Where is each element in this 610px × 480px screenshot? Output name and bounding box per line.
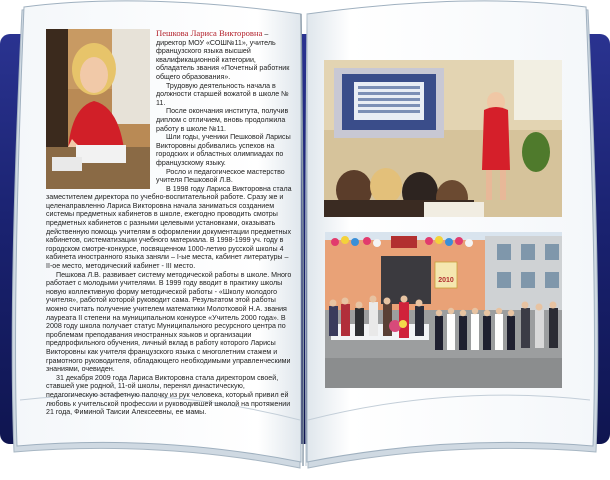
intro-text: – директор МОУ «СОШ№11», учитель французского языка высшей квалификационной категории, обладатель звания «Почетный работник общего образования». — [156, 30, 290, 81]
paragraph-1: Трудовую деятельность начала в должности старшей вожатой в школе № 11. — [156, 81, 289, 107]
paragraph-4: Росло и педагогическое мастерство учителя Пешковой Л.В. — [156, 167, 285, 185]
biography-text — [46, 28, 292, 417]
paragraph-2: После окончания института, получив диплом с отличием, вновь продолжила работу в школе №11. — [156, 107, 289, 133]
portrait-photo — [46, 29, 150, 189]
name-heading: Пешкова Лариса Викторовна — [156, 28, 263, 38]
paragraph-3: Шли годы, ученики Пешковой Ларисы Викторовны добивались успехов на городских и областных олимпиадах по французскому языку. — [156, 133, 291, 167]
paragraph-5: В 1998 году Ларисa Викторовна стала заместителем директора по учебно-воспитательной работе. Сразу же и целенаправленно Лариса Викторовна начала заниматься созданием системы предметных кабинетов в школе, ежегодно проводить смотры предметных кабинетов с разными целевыми установками, оказывать действенную помощь учителям в оформлении документации предметных кабинетов, систематизации учебного материала. В 1998-1999 уч. году в городском смотре-конкурсе, посвященном 1000-летию русской школы 4 кабинета иностранного языка заняли – I-ые места, кабинет литературы – II-ое место, методический кабинет - III место. — [46, 184, 292, 271]
banner-year: 2010 — [438, 277, 454, 284]
paragraph-7: 31 декабря 2009 года Лариса Викторовна стала директором своей, ставшей уже родной, 11-ой школы, перенял династическую, педагогическую эстафетную палочку из рук человека, который привил ей любовь к учительской профессии и руководившей школой на протяжении 21 года, Фиминой Таисии Алексеевны, ее мамы. — [46, 373, 291, 417]
school-ceremony-photo — [325, 232, 562, 388]
presentation-photo — [324, 60, 562, 217]
paragraph-6: Пешкова Л.В. развивает систему методической работы в школе. Много работает с молодыми учителями. В 1999 году вводит в практику школы новую коллективную форму методической работы - «Школу молодого учителя», работой которой руководит сама. Результатом этой работы можно считать получение учителем математики Молотковой Н.А. звания лауреата II степени на муниципальном конкурсе «Учитель 2000 года». В 2008 году школа получает статус Муниципального ресурсного центра по проблемам преподавания иностранных языков и организации предпрофильного обучения, личный вклад в работу которого Ларисы Викторовны как учителя французского языка с многолетним стажем и грамотного руководителя, обладающего необходимыми управленческими знаниями, очевиден. — [46, 270, 292, 374]
